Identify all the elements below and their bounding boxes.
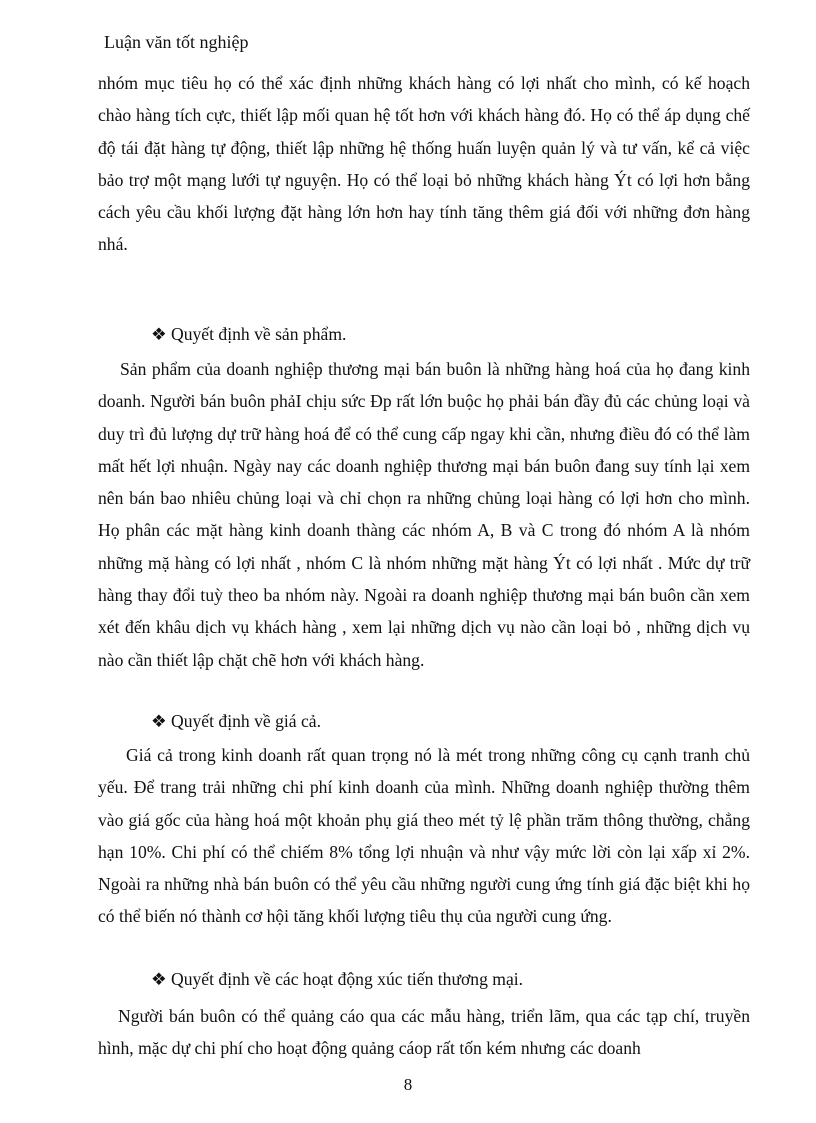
diamond-bullet-icon: ❖ <box>151 324 167 344</box>
section-heading-price <box>151 707 321 735</box>
paragraph-customer-targeting: nhóm mục tiêu họ có thể xác định những khách hàng có lợi nhất cho mình, có kế hoạch chào hàng tích cực, thiết lập mối quan hệ tốt hơn với khách hàng đó. Họ có thể áp dụng chế độ tái đặt hàng tự động, thiết lập những hệ thống huấn luyện quản lý và tư vấn, kể cả việc bảo trợ một mạng lưới tự nguyện. Họ có thể loại bỏ những khách hàng Ýt có lợi hơn bằng cách yêu cầu khối lượng đặt hàng lớn hơn hay tính tăng thêm giá đối với những đơn hàng nhá. <box>98 73 750 255</box>
diamond-bullet-icon: ❖ <box>151 969 167 989</box>
paragraph-product: Sản phẩm của doanh nghiệp thương mại bán buôn là những hàng hoá của họ đang kinh doanh. Người bán buôn phảI chịu sức Ðp rất lớn buộc họ phải bán đầy đủ các chủng loại và duy trì đủ lượng dự trữ hàng hoá để có thể cung cấp ngay khi cần, nhưng điều đó có thể làm mất hết lợi nhuận. Ngày nay các doanh nghiệp thương mại bán buôn đang suy tính lại xem nên bán bao nhiêu chủng loại và chỉ chọn ra những chủng loại hàng có lợi hơn cho mình. Họ phân các mặt hàng kinh doanh thàng các nhóm A, B và C trong đó nhóm A là nhóm những mặ hàng có lợi nhất , nhóm C là nhóm những mặt hàng Ýt có lợi nhất . Mức dự trữ hàng thay đổi tuỳ theo ba nhóm này. Ngoài ra doanh nghiệp thương mại bán buôn cần xem xét đến khâu dịch vụ khách hàng , xem lại những dịch vụ nào cần loại bỏ , những dịch vụ nào cần thiết lập chặt chẽ hơn với khách hàng. <box>98 359 750 670</box>
section-heading-promotion-text: Quyết định về các hoạt động xúc tiến thương mại. <box>171 969 524 989</box>
running-header: Luận văn tốt nghiệp <box>104 32 249 52</box>
paragraph-promotion: Người bán buôn có thể quảng cáo qua các mẫu hàng, triển lãm, qua các tạp chí, truyền hình, mặc dự chi phí cho hoạt động quảng cáop rất tốn kém nhưng các doanh <box>98 1006 750 1059</box>
section-heading-promotion <box>151 965 523 993</box>
section-heading-product <box>151 320 346 348</box>
section-heading-product-text: Quyết định về sản phẩm. <box>171 324 347 344</box>
diamond-bullet-icon: ❖ <box>151 711 167 731</box>
page-number: 8 <box>403 1075 413 1094</box>
paragraph-price: Giá cả trong kinh doanh rất quan trọng nó là mét trong những công cụ cạnh tranh chủ yếu. Để trang trải những chi phí kinh doanh của mình. Những doanh nghiệp thường thêm vào giá gốc của hàng hoá một khoản phụ giá theo mét tỷ lệ phần trăm thông thường, chẳng hạn 10%. Chi phí có thể chiếm 8% tổng lợi nhuận và như vậy mức lời còn lại xấp xỉ 2%. Ngoài ra những nhà bán buôn có thể yêu cầu những người cung ứng tính giá đặc biệt khi họ có thể biến nó thành cơ hội tăng khối lượng tiêu thụ của người cung ứng. <box>98 745 750 927</box>
section-heading-price-text: Quyết định về giá cả. <box>171 711 321 731</box>
